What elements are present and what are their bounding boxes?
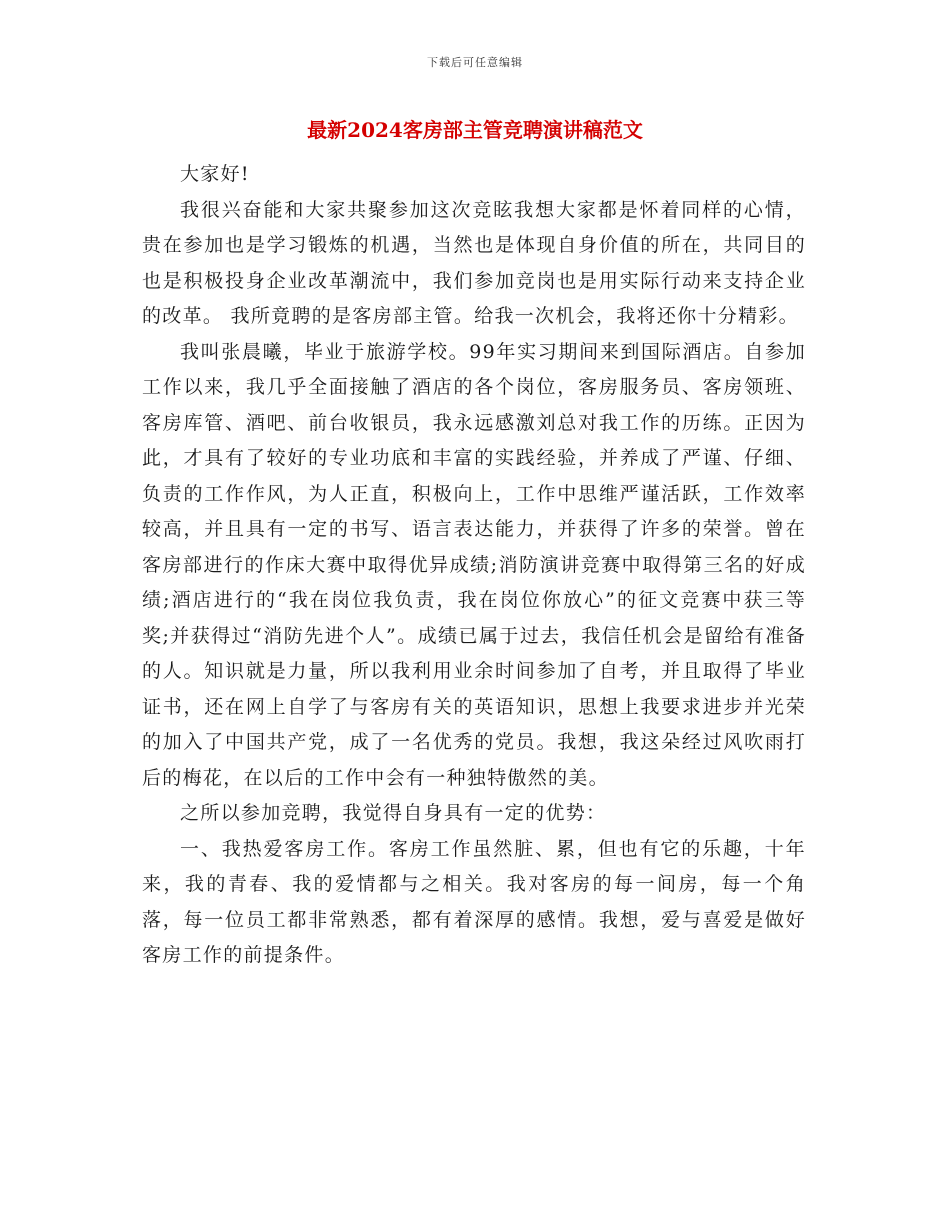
paragraph-advantage-one: 一、我热爱客房工作。客房工作虽然脏、累，但也有它的乐趣，十年来，我的青春、我的爱情都与之相关。我对客房的每一间房，每一个角落，每一位员工都非常熟悉，都有着深厚的感情。我想，爱与喜爱是做好客房工作的前提条件。 xyxy=(142,837,806,966)
document-title: 最新2024客房部主管竞聘演讲稿范文 xyxy=(307,118,643,142)
paragraph-background: 我叫张晨曦，毕业于旅游学校。99年实习期间来到国际酒店。自参加工作以来，我几乎全面接触了酒店的各个岗位，客房服务员、客房领班、客房库管、酒吧、前台收银员，我永远感激刘总对我工作的历练。正因为此，才具有了较好的专业功底和丰富的实践经验，并养成了严谨、仔细、负责的工作作风，为人正直，积极向上，工作中思维严谨活跃，工作效率较高，并且具有一定的书写、语言表达能力，并获得了许多的荣誉。曾在客房部进行的作床大赛中取得优异成绩;消防演讲竞赛中取得第三名的好成绩;酒店进行的“我在岗位我负责，我在岗位你放心”的征文竞赛中获三等奖;并获得过“消防先进个人”。成绩已属于过去，我信任机会是留给有准备的人。知识就是力量，所以我利用业余时间参加了自考，并且取得了毕业证书，还在网上自学了与客房有关的英语知识，思想上我要求进步并光荣的加入了中国共产党，成了一名优秀的党员。我想，我这朵经过风吹雨打后的梅花，在以后的工作中会有一种独特傲然的美。 xyxy=(142,340,806,789)
paragraph-greeting: 大家好! xyxy=(180,163,250,185)
paragraph-advantages-lead: 之所以参加竞聘，我觉得自身具有一定的优势： xyxy=(180,802,607,824)
document-body xyxy=(142,157,806,974)
paragraph-intro: 我很兴奋能和大家共聚参加这次竞眩我想大家都是怀着同样的心情，贵在参加也是学习锻炼的机遇，当然也是体现自身价值的所在，共同目的也是积极投身企业改革潮流中，我们参加竞岗也是用实际行动来支持企业的改革。 我所竟聘的是客房部主管。给我一次机会，我将还你十分精彩。 xyxy=(142,198,806,327)
header-note: 下载后可任意编辑 xyxy=(427,56,523,69)
